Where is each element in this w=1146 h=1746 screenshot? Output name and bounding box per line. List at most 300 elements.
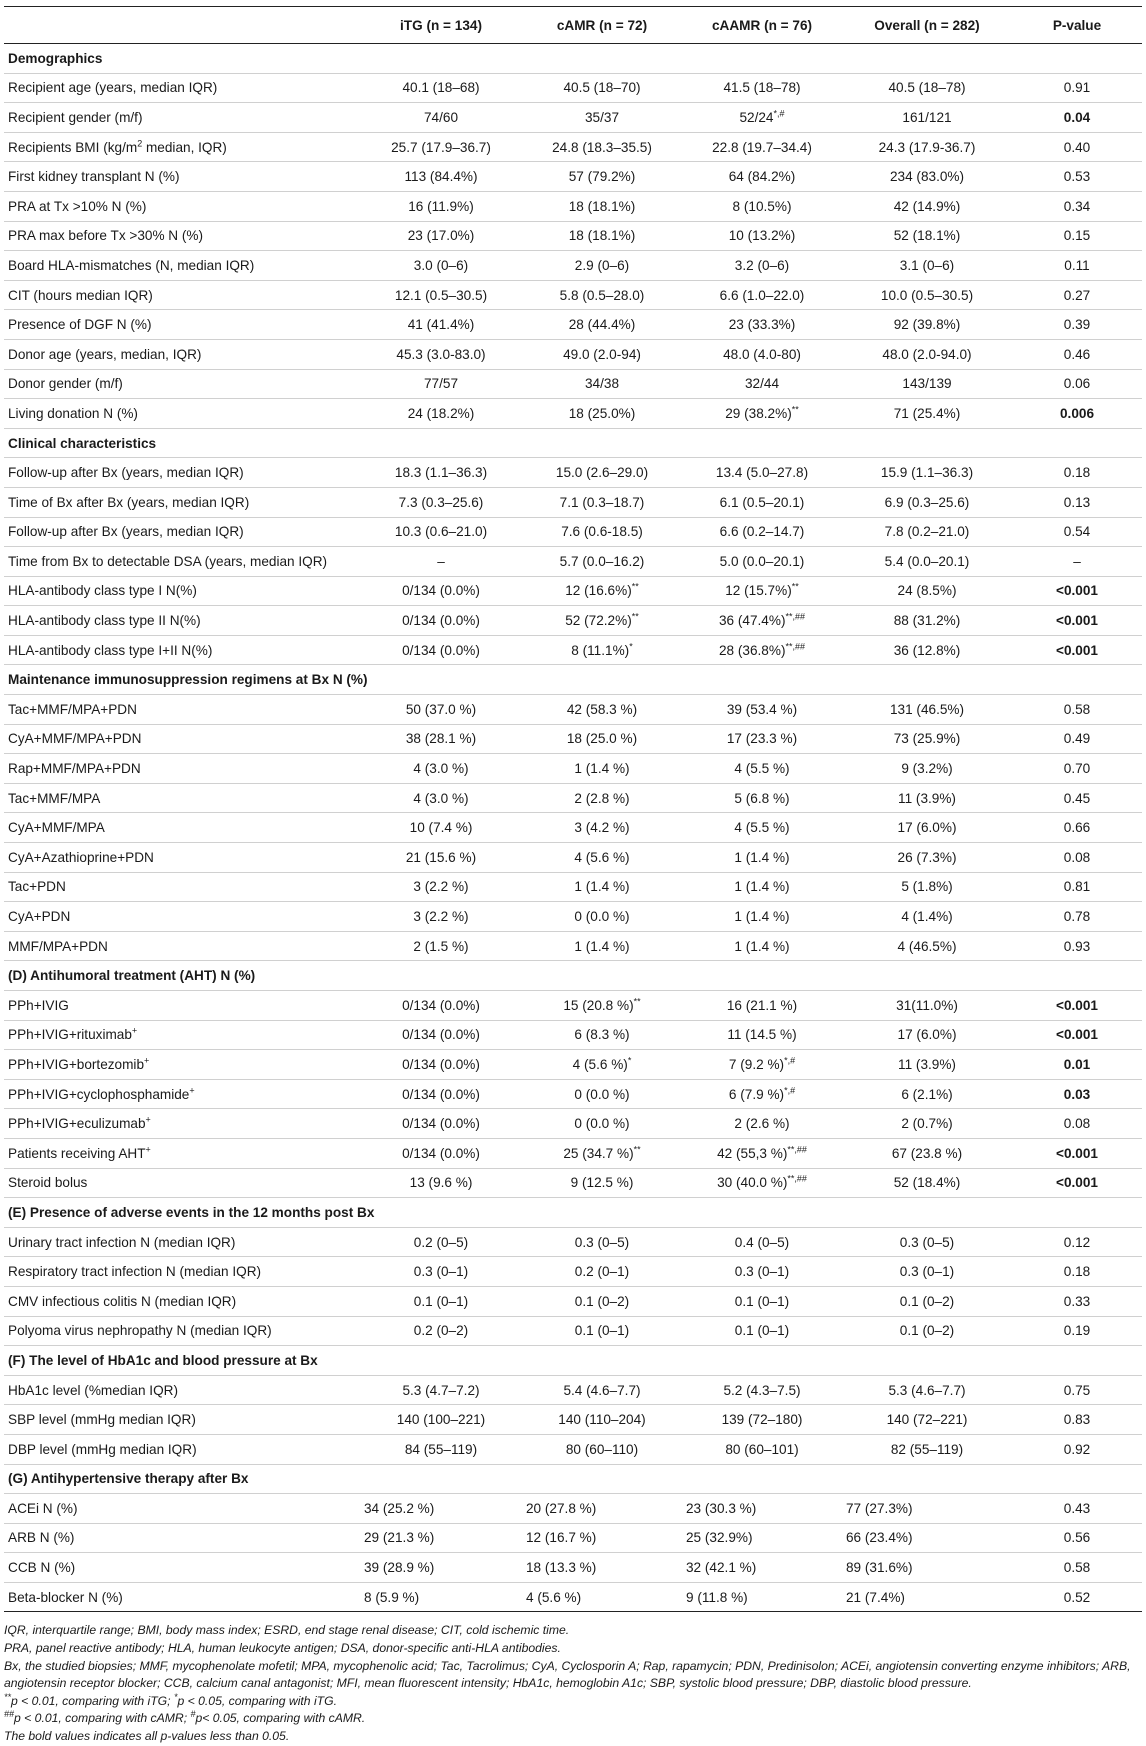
- table-row: [4, 1553, 1142, 1583]
- row-label: [4, 872, 360, 902]
- cell-camr: [522, 635, 682, 665]
- cell-camr: [522, 843, 682, 873]
- cell-caamr-sup: **,##: [785, 611, 806, 622]
- cell-p-value: [1012, 458, 1142, 488]
- cell-caamr: [682, 517, 842, 547]
- section-row: [4, 1198, 1142, 1228]
- table-row: [4, 1286, 1142, 1316]
- cell-camr-value: 18 (18.1%): [568, 198, 636, 214]
- cell-p-value: [1012, 132, 1142, 162]
- cell-caamr-value: 0.1 (0–1): [734, 1293, 790, 1309]
- row-label-text: Tac+MMF/MPA+PDN: [8, 701, 137, 717]
- cell-caamr-value: 1 (1.4 %): [734, 879, 790, 895]
- cell-camr: [522, 369, 682, 399]
- cell-p-value-text: 0.75: [1063, 1382, 1091, 1398]
- cell-itg-value: 23 (17.0%): [407, 228, 475, 244]
- footnote-line: [4, 1710, 1134, 1728]
- cell-camr: [522, 251, 682, 281]
- cell-p-value: [1012, 1405, 1142, 1435]
- section-row: [4, 1464, 1142, 1494]
- cell-caamr: [682, 872, 842, 902]
- cell-p-value: [1012, 1257, 1142, 1287]
- row-label: [4, 399, 360, 429]
- cell-caamr: [682, 754, 842, 784]
- cell-camr: [522, 1050, 682, 1080]
- cell-itg: [360, 1227, 522, 1257]
- table-row: [4, 576, 1142, 606]
- cell-caamr-value: 8 (10.5%): [732, 198, 792, 214]
- cell-overall: [842, 310, 1012, 340]
- table-row: [4, 251, 1142, 281]
- cell-overall: [842, 754, 1012, 784]
- cell-caamr-value: 29 (38.2%): [725, 405, 792, 421]
- cell-overall: [842, 1020, 1012, 1050]
- cell-camr: [522, 487, 682, 517]
- cell-caamr-value: 6.6 (1.0–22.0): [719, 287, 805, 303]
- row-label-text: Board HLA-mismatches (N, median IQR): [8, 257, 255, 273]
- cell-overall: [842, 1050, 1012, 1080]
- cell-itg-value: 74/60: [423, 109, 459, 125]
- cell-camr-value: 0 (0.0 %): [574, 909, 630, 925]
- row-label-text: Living donation N (%): [8, 405, 138, 421]
- footnote-symbol: *: [173, 1691, 178, 1702]
- cell-p-value: [1012, 1168, 1142, 1198]
- cell-p-value: [1012, 635, 1142, 665]
- cell-itg: [360, 1434, 522, 1464]
- cell-camr-value: 15.0 (2.6–29.0): [555, 465, 649, 481]
- cell-p-value-text: 0.83: [1063, 1412, 1091, 1428]
- cell-itg-value: 0.2 (0–2): [413, 1323, 469, 1339]
- row-label-text: ARB N (%): [8, 1530, 75, 1546]
- cell-overall: [842, 1257, 1012, 1287]
- table-row: [4, 517, 1142, 547]
- cell-caamr: [682, 191, 842, 221]
- cell-camr: [522, 1286, 682, 1316]
- cell-camr-value: 49.0 (2.0-94): [563, 346, 641, 362]
- row-label: [4, 251, 360, 281]
- cell-itg: [360, 872, 522, 902]
- cell-camr: [522, 1079, 682, 1109]
- row-label-text-after: median, IQR): [142, 139, 227, 155]
- cell-itg: [360, 1050, 522, 1080]
- cell-p-value: [1012, 902, 1142, 932]
- cell-overall-value: 17 (6.0%): [897, 820, 957, 836]
- cell-itg: [360, 1257, 522, 1287]
- cell-camr: [522, 547, 682, 577]
- cell-itg: [360, 1020, 522, 1050]
- cell-p-value: [1012, 191, 1142, 221]
- cell-overall: [842, 783, 1012, 813]
- cell-itg-value: 0/134 (0.0%): [402, 997, 480, 1013]
- cell-caamr-value: 1 (1.4 %): [734, 849, 790, 865]
- row-label: [4, 1405, 360, 1435]
- cell-camr: [522, 73, 682, 103]
- row-label-text: Steroid bolus: [8, 1175, 88, 1191]
- cell-itg: [360, 517, 522, 547]
- cell-camr: [522, 606, 682, 636]
- cell-overall: [842, 221, 1012, 251]
- table-row: [4, 547, 1142, 577]
- cell-p-value: [1012, 487, 1142, 517]
- cell-camr-value: 15 (20.8 %): [563, 997, 634, 1013]
- row-label-text: Donor gender (m/f): [8, 376, 123, 392]
- cell-camr-value: 18 (13.3 %): [526, 1560, 597, 1576]
- cell-camr-value: 12 (16.7 %): [526, 1530, 597, 1546]
- row-label: [4, 162, 360, 192]
- row-label: [4, 1375, 360, 1405]
- footnote-text: The bold values indicates all p-values less than 0.05.: [4, 1729, 290, 1744]
- cell-caamr: [682, 251, 842, 281]
- cell-p-value: [1012, 310, 1142, 340]
- row-label: [4, 695, 360, 725]
- cell-p-value-text: 0.53: [1063, 169, 1091, 185]
- table-row: [4, 1020, 1142, 1050]
- header-overall: Overall (n = 282): [842, 7, 1012, 44]
- cell-overall: [842, 547, 1012, 577]
- section-title-text: Maintenance immunosuppression regimens at Bx N (%): [8, 672, 368, 688]
- cell-overall-value: 10.0 (0.5–30.5): [880, 287, 974, 303]
- cell-overall: [842, 1316, 1012, 1346]
- cell-itg: [360, 1523, 522, 1553]
- cell-p-value-text: 0.006: [1059, 405, 1095, 421]
- cell-camr-value: 2 (2.8 %): [574, 790, 630, 806]
- footnote-symbol: **: [4, 1691, 12, 1702]
- cell-camr-value: 140 (110–204): [558, 1412, 646, 1428]
- cell-overall: [842, 339, 1012, 369]
- cell-caamr-value: 12 (15.7%): [725, 583, 792, 599]
- row-label-text: Recipients BMI (kg/m: [8, 139, 138, 155]
- row-label: [4, 221, 360, 251]
- row-label: [4, 458, 360, 488]
- row-label-text: Recipient gender (m/f): [8, 109, 143, 125]
- table-row: [4, 73, 1142, 103]
- cell-p-value: [1012, 1582, 1142, 1612]
- cell-camr: [522, 931, 682, 961]
- cell-overall: [842, 103, 1012, 133]
- cell-camr: [522, 132, 682, 162]
- cell-overall-value: 48.0 (2.0-94.0): [882, 346, 972, 362]
- cell-itg: [360, 724, 522, 754]
- table-row: [4, 1227, 1142, 1257]
- cell-camr: [522, 1494, 682, 1524]
- footnote-line: [4, 1728, 1134, 1746]
- row-label-text: PPh+IVIG: [8, 997, 69, 1013]
- cell-caamr: [682, 1020, 842, 1050]
- row-label-text: Respiratory tract infection N (median IQR): [8, 1264, 262, 1280]
- row-label-text: PPh+IVIG+cyclophosphamide: [8, 1086, 190, 1102]
- table-row: [4, 191, 1142, 221]
- row-label: [4, 73, 360, 103]
- cell-p-value: [1012, 724, 1142, 754]
- table-row: [4, 1523, 1142, 1553]
- cell-camr-value: 18 (25.0 %): [566, 731, 638, 747]
- cell-itg: [360, 902, 522, 932]
- cell-overall-value: 11 (3.9%): [898, 1056, 956, 1072]
- cell-caamr: [682, 813, 842, 843]
- cell-itg-value: 0/134 (0.0%): [402, 1086, 480, 1102]
- cell-p-value: [1012, 754, 1142, 784]
- cell-camr-value: 3 (4.2 %): [574, 820, 630, 836]
- cell-caamr: [682, 280, 842, 310]
- cell-camr-value: 1 (1.4 %): [574, 761, 630, 777]
- cell-itg-value: 140 (100–221): [396, 1412, 486, 1428]
- cell-caamr-value: 22.8 (19.7–34.4): [712, 139, 812, 155]
- cell-itg: [360, 1494, 522, 1524]
- row-label-sup: +: [189, 1085, 195, 1096]
- cell-camr: [522, 991, 682, 1021]
- cell-p-value-text: 0.58: [1063, 1560, 1091, 1576]
- table-row: [4, 724, 1142, 754]
- cell-camr-sup: **: [633, 1144, 641, 1155]
- cell-overall: [842, 872, 1012, 902]
- cell-itg-value: 0/134 (0.0%): [402, 1027, 480, 1043]
- cell-overall: [842, 902, 1012, 932]
- cell-itg: [360, 1582, 522, 1612]
- footnote-symbol: #: [190, 1709, 196, 1720]
- cell-caamr: [682, 1109, 842, 1139]
- cell-p-value: [1012, 843, 1142, 873]
- cell-caamr-value: 23 (33.3%): [728, 317, 796, 333]
- cell-p-value-text: 0.12: [1063, 1234, 1091, 1250]
- cell-overall: [842, 1168, 1012, 1198]
- cell-overall: [842, 191, 1012, 221]
- cell-itg: [360, 487, 522, 517]
- cell-caamr: [682, 1405, 842, 1435]
- cell-caamr-value: 0.1 (0–1): [734, 1323, 790, 1339]
- cell-p-value-text: 0.34: [1063, 198, 1091, 214]
- table-row: [4, 754, 1142, 784]
- cell-p-value-text: 0.13: [1063, 494, 1091, 510]
- cell-camr: [522, 1405, 682, 1435]
- table-row: [4, 635, 1142, 665]
- row-label-text: Recipient age (years, median IQR): [8, 80, 218, 96]
- cell-caamr-sup: **: [791, 404, 799, 415]
- cell-itg: [360, 132, 522, 162]
- footnote-text: IQR, interquartile range; BMI, body mass index; ESRD, end stage renal disease; CIT, cold ischemic time.: [4, 1623, 570, 1638]
- row-label: [4, 369, 360, 399]
- cell-overall-value: 161/121: [902, 109, 952, 125]
- cell-p-value-text: 0.54: [1063, 524, 1091, 540]
- cell-camr: [522, 221, 682, 251]
- cell-camr-value: 80 (60–110): [565, 1441, 639, 1457]
- cell-overall-value: 7.8 (0.2–21.0): [884, 524, 970, 540]
- row-label-text: CyA+Azathioprine+PDN: [8, 849, 154, 865]
- cell-itg: [360, 280, 522, 310]
- cell-camr-sup: **: [631, 581, 639, 592]
- cell-caamr-value: 10 (13.2%): [728, 228, 796, 244]
- cell-p-value: [1012, 517, 1142, 547]
- row-label: [4, 1494, 360, 1524]
- header-p-value: P-value: [1012, 7, 1142, 44]
- row-label: [4, 1227, 360, 1257]
- row-label-text: CCB N (%): [8, 1560, 76, 1576]
- cell-itg-value: 41 (41.4%): [407, 317, 475, 333]
- row-label: [4, 103, 360, 133]
- row-label: [4, 1257, 360, 1287]
- cell-overall: [842, 635, 1012, 665]
- cell-p-value-text: 0.33: [1063, 1293, 1091, 1309]
- cell-camr-value: 4 (5.6 %): [574, 849, 630, 865]
- cell-overall: [842, 695, 1012, 725]
- cell-overall: [842, 843, 1012, 873]
- cell-overall: [842, 132, 1012, 162]
- cell-caamr: [682, 132, 842, 162]
- cell-itg-value: 18.3 (1.1–36.3): [394, 465, 488, 481]
- table-row: [4, 1494, 1142, 1524]
- section-title: [4, 961, 1142, 991]
- cell-caamr: [682, 1316, 842, 1346]
- cell-p-value-text: 0.40: [1063, 139, 1091, 155]
- cell-camr: [522, 1168, 682, 1198]
- cell-overall-value: 0.1 (0–2): [899, 1323, 955, 1339]
- row-label: [4, 339, 360, 369]
- cell-overall: [842, 73, 1012, 103]
- cell-camr: [522, 103, 682, 133]
- cell-itg-value: 4 (3.0 %): [413, 790, 469, 806]
- table-row: [4, 1405, 1142, 1435]
- cell-camr: [522, 724, 682, 754]
- cell-camr-value: 57 (79.2%): [568, 169, 636, 185]
- cell-itg-value: 2 (1.5 %): [413, 938, 469, 954]
- cell-p-value-text: 0.45: [1063, 790, 1091, 806]
- cell-overall-value: 11 (3.9%): [898, 790, 956, 806]
- cell-itg: [360, 843, 522, 873]
- cell-p-value-text: <0.001: [1056, 1027, 1098, 1043]
- cell-itg-value: 0/134 (0.0%): [402, 583, 480, 599]
- row-label-text: HLA-antibody class type II N(%): [8, 613, 201, 629]
- row-label-text: Tac+PDN: [8, 879, 66, 895]
- cell-caamr: [682, 1582, 842, 1612]
- cell-p-value-text: 0.03: [1063, 1086, 1091, 1102]
- cell-itg: [360, 73, 522, 103]
- cell-camr: [522, 1375, 682, 1405]
- cell-caamr-value: 5.0 (0.0–20.1): [719, 553, 805, 569]
- cell-itg-value: 4 (3.0 %): [413, 761, 469, 777]
- cell-itg-value: 8 (5.9 %): [364, 1589, 420, 1605]
- cell-p-value: [1012, 399, 1142, 429]
- cell-itg: [360, 576, 522, 606]
- cell-camr-value: 20 (27.8 %): [526, 1500, 597, 1516]
- cell-p-value-text: 0.04: [1063, 109, 1091, 125]
- cell-overall: [842, 576, 1012, 606]
- cell-overall: [842, 1109, 1012, 1139]
- cell-caamr-value: 0.4 (0–5): [734, 1234, 790, 1250]
- footnote-line: [4, 1693, 1134, 1711]
- cell-camr-value: 9 (12.5 %): [570, 1175, 634, 1191]
- cell-camr: [522, 813, 682, 843]
- cell-itg-value: 13 (9.6 %): [409, 1175, 473, 1191]
- cell-caamr-sup: **: [791, 581, 799, 592]
- cell-camr-value: 25 (34.7 %): [563, 1145, 634, 1161]
- row-label-text: Presence of DGF N (%): [8, 317, 152, 333]
- cell-overall: [842, 1138, 1012, 1168]
- cell-camr: [522, 339, 682, 369]
- cell-camr: [522, 872, 682, 902]
- cell-caamr-value: 9 (11.8 %): [686, 1589, 748, 1605]
- cell-caamr: [682, 1257, 842, 1287]
- cell-itg: [360, 783, 522, 813]
- section-title: [4, 1346, 1142, 1376]
- cell-caamr-value: 1 (1.4 %): [734, 938, 790, 954]
- section-title-text: Demographics: [8, 50, 103, 66]
- row-label-text: PPh+IVIG+bortezomib: [8, 1056, 145, 1072]
- row-label: [4, 1079, 360, 1109]
- row-label: [4, 1138, 360, 1168]
- cell-overall-value: 4 (46.5%): [897, 938, 957, 954]
- section-row: [4, 1346, 1142, 1376]
- cell-overall: [842, 1227, 1012, 1257]
- row-label: [4, 1286, 360, 1316]
- cell-p-value: [1012, 695, 1142, 725]
- cell-caamr-value: 139 (72–180): [721, 1412, 803, 1428]
- cell-caamr-value: 25 (32.9%): [686, 1530, 753, 1546]
- cell-camr: [522, 1257, 682, 1287]
- cell-caamr: [682, 487, 842, 517]
- cell-itg: [360, 1138, 522, 1168]
- cell-itg-value: 25.7 (17.9–36.7): [391, 139, 491, 155]
- row-label-text: Beta-blocker N (%): [8, 1589, 123, 1605]
- cell-p-value: [1012, 280, 1142, 310]
- cell-overall: [842, 813, 1012, 843]
- row-label-text: Urinary tract infection N (median IQR): [8, 1234, 236, 1250]
- cell-overall-value: 26 (7.3%): [897, 849, 957, 865]
- cell-itg-value: 0.2 (0–5): [413, 1234, 469, 1250]
- cell-overall-value: 5.3 (4.6–7.7): [888, 1382, 966, 1398]
- cell-camr: [522, 1434, 682, 1464]
- cell-p-value: [1012, 221, 1142, 251]
- cell-caamr: [682, 103, 842, 133]
- table-row: [4, 931, 1142, 961]
- row-label-text: SBP level (mmHg median IQR): [8, 1412, 196, 1428]
- cell-caamr-value: 48.0 (4.0-80): [723, 346, 801, 362]
- cell-camr-value: 0 (0.0 %): [574, 1116, 630, 1132]
- section-row: [4, 44, 1142, 74]
- cell-camr-value: 8 (11.1%): [571, 642, 630, 658]
- cell-caamr: [682, 783, 842, 813]
- cell-camr: [522, 1227, 682, 1257]
- row-label: [4, 576, 360, 606]
- table-row: [4, 1109, 1142, 1139]
- row-label-text: CMV infectious colitis N (median IQR): [8, 1293, 237, 1309]
- row-label: [4, 517, 360, 547]
- cell-caamr-value: 4 (5.5 %): [734, 820, 790, 836]
- cell-p-value-text: 0.08: [1063, 849, 1091, 865]
- cell-itg-value: 29 (21.3 %): [364, 1530, 435, 1546]
- section-title: [4, 1198, 1142, 1228]
- cell-camr: [522, 576, 682, 606]
- cell-p-value: [1012, 931, 1142, 961]
- cell-itg-value: 0/134 (0.0%): [402, 1145, 480, 1161]
- cell-camr-value: 24.8 (18.3–35.5): [552, 139, 652, 155]
- row-label-text: DBP level (mmHg median IQR): [8, 1441, 197, 1457]
- cell-overall-value: 140 (72–221): [886, 1412, 968, 1428]
- cell-caamr-value: 28 (36.8%): [718, 642, 786, 658]
- cell-camr: [522, 695, 682, 725]
- cell-caamr-value: 17 (23.3 %): [726, 731, 798, 747]
- row-label: [4, 1168, 360, 1198]
- cell-camr-value: 0.2 (0–1): [574, 1264, 630, 1280]
- cell-overall: [842, 1553, 1012, 1583]
- cell-caamr-value: 30 (40.0 %): [717, 1175, 788, 1191]
- cell-p-value: [1012, 103, 1142, 133]
- row-label: [4, 1553, 360, 1583]
- cell-caamr-value: 6.1 (0.5–20.1): [719, 494, 805, 510]
- cell-itg-value: 38 (28.1 %): [405, 731, 477, 747]
- cell-camr-value: 34/38: [584, 376, 620, 392]
- cell-p-value-text: 0.11: [1064, 257, 1090, 273]
- cell-itg-value: 0/134 (0.0%): [402, 1116, 480, 1132]
- cell-camr-value: 52 (72.2%): [565, 613, 632, 629]
